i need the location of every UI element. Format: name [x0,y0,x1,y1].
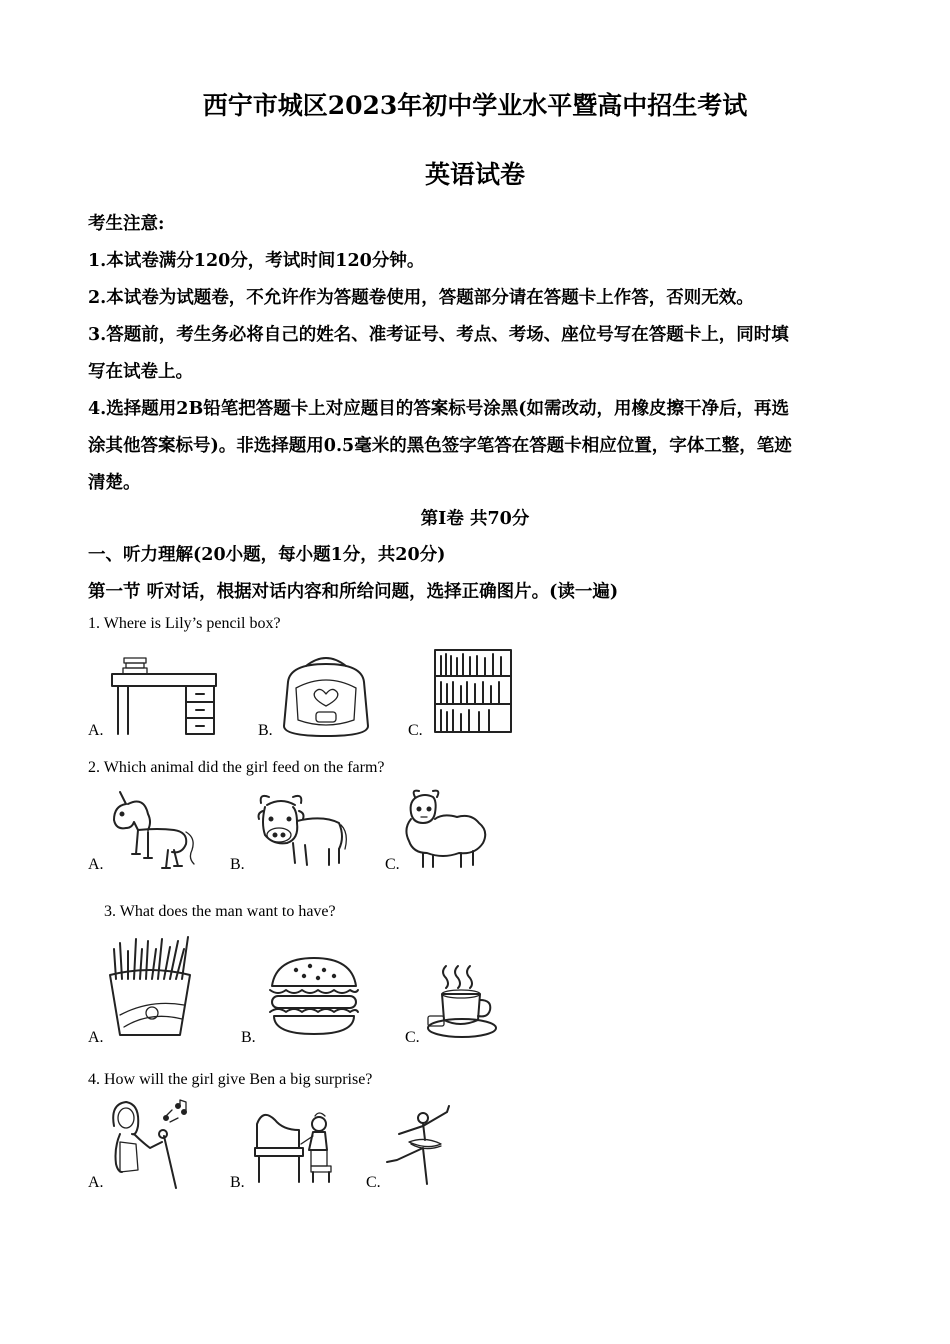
fries-icon [106,935,194,1039]
q1-option-a-label: A. [88,722,104,739]
notice-line-1: 1.本试卷满分120分，考试时间120分钟。 [88,251,425,271]
q4-option-a-label: A. [88,1174,104,1191]
notice-line-2: 2.本试卷为试题卷，不允许作为答题卷使用，答题部分请在答题卡上作答，否则无效。 [88,288,754,308]
notice-line-3b: 写在试卷上。 [88,362,193,382]
notice-heading: 考生注意: [88,214,165,234]
notice-line-4b: 涂其他答案标号)。非选择题用0.5毫米的黑色签字笔答在答题卡相应位置，字体工整，笔迹 [88,436,792,456]
coffee-icon [424,962,498,1040]
sheep-icon [403,789,489,869]
q1-option-b-label: B. [258,722,273,739]
q2-option-c-label: C. [385,856,400,873]
ballet-icon [383,1104,455,1190]
q3-option-b-label: B. [241,1029,256,1046]
question-1-text: 1. Where is Lily’s pencil box? [88,615,281,632]
section-title: 一、听力理解(20小题，每小题1分，共20分) [88,545,446,565]
notice-line-4c: 清楚。 [88,473,141,493]
singer-icon [106,1098,190,1190]
part-title: 第一节 听对话，根据对话内容和所给问题，选择正确图片。(读一遍) [88,582,619,602]
exam-title: 西宁市城区2023年初中学业水平暨高中招生考试 [202,91,748,120]
q3-option-a-label: A. [88,1029,104,1046]
question-3-text: 3. What does the man want to have? [104,903,336,920]
schoolbag-icon [276,652,376,738]
volume-title: 第Ⅰ卷 共70分 [420,509,530,529]
notice-line-3a: 3.答题前，考生务必将自己的姓名、准考证号、考点、考场、座位号写在答题卡上，同时填 [88,325,789,345]
horse-icon [108,788,196,872]
question-4-text: 4. How will the girl give Ben a big surprise? [88,1071,373,1088]
bookshelf-icon [433,648,513,734]
ox-icon [253,793,349,869]
q4-option-b-label: B. [230,1174,245,1191]
q1-option-c-label: C. [408,722,423,739]
question-2-text: 2. Which animal did the girl feed on the farm? [88,759,385,776]
piano-icon [253,1104,339,1184]
q4-option-c-label: C. [366,1174,381,1191]
desk-icon [108,652,220,736]
q2-option-a-label: A. [88,856,104,873]
exam-subtitle: 英语试卷 [424,160,525,189]
q3-option-c-label: C. [405,1029,420,1046]
notice-line-4a: 4.选择题用2B铅笔把答题卡上对应题目的答案标号涂黑(如需改动，用橡皮擦干净后，再选 [88,399,790,419]
hamburger-icon [266,956,362,1036]
q2-option-b-label: B. [230,856,245,873]
